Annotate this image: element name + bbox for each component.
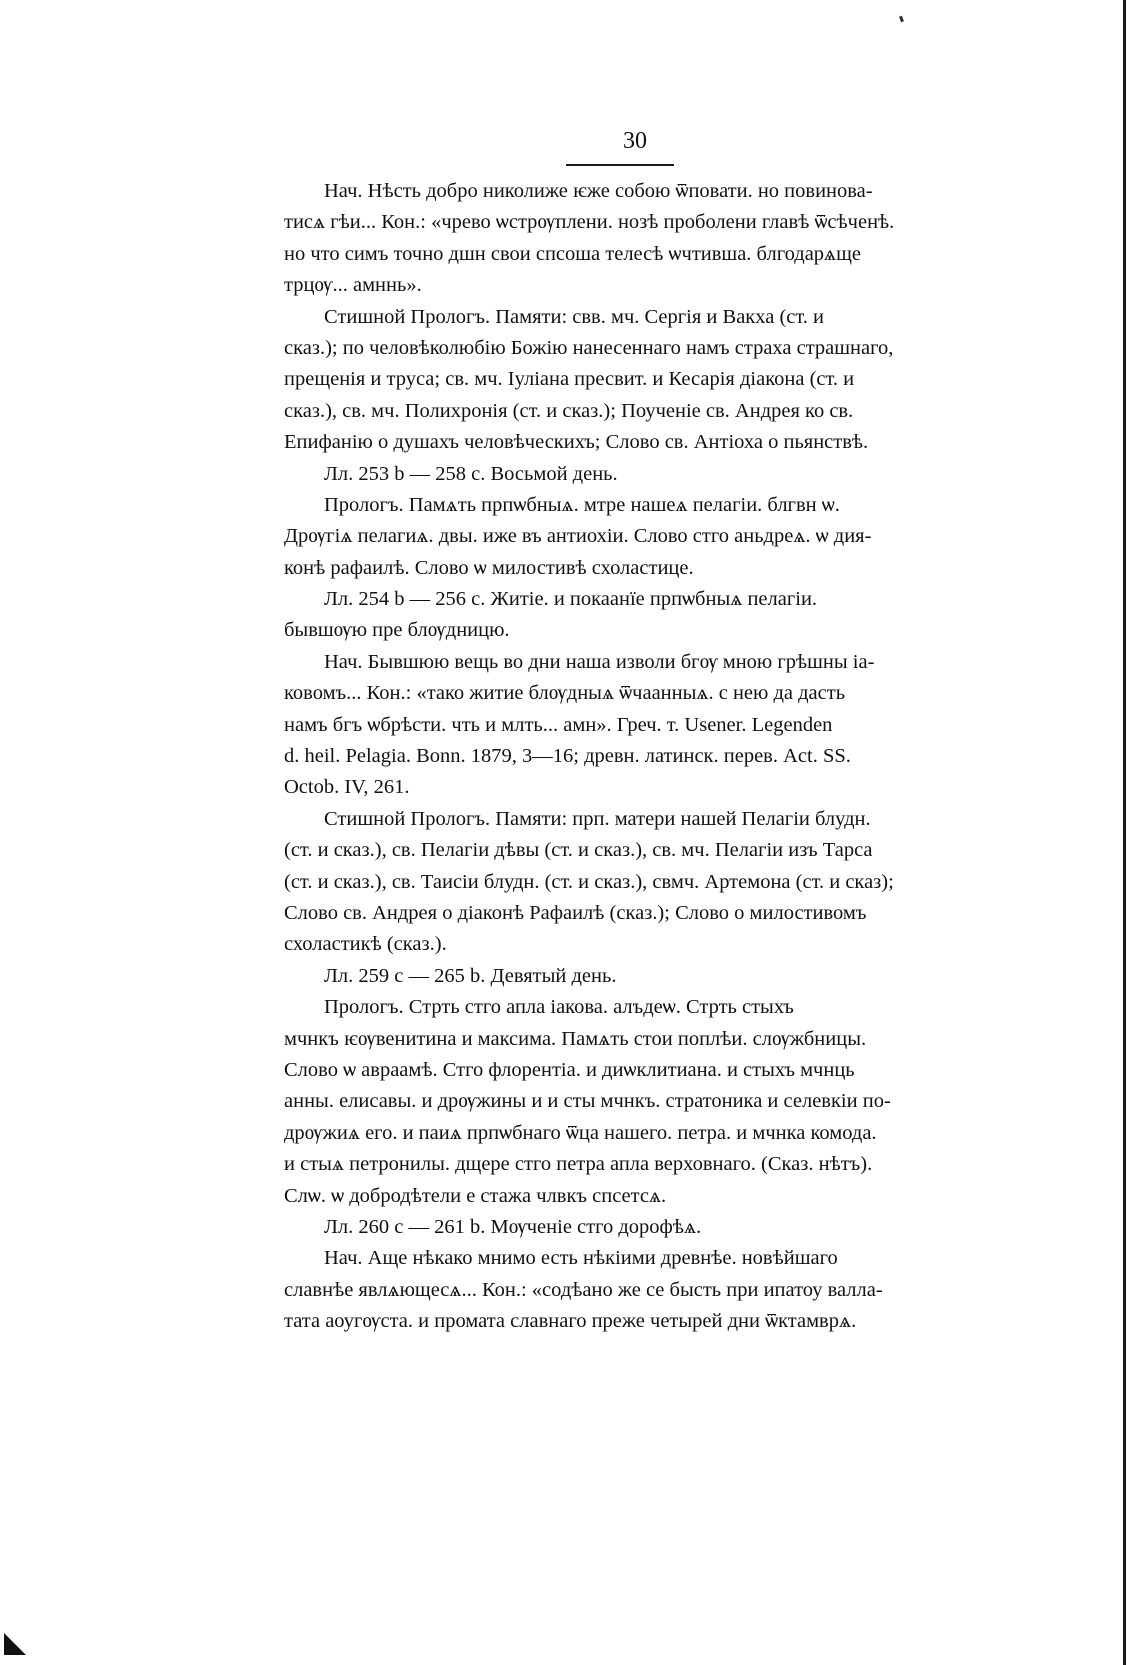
text-line: мчнкъ ѥѹвенитина и максима. Памѧть стои поплѣи. слѹжбницы. (284, 1027, 867, 1050)
text-line: схоластикѣ (сказ.). (284, 933, 447, 956)
text-line: Прологъ. Стрть стго апла іакова. алъдеѡ. Стрть стыхъ (324, 996, 794, 1019)
text-line: Дрѹгіѧ пелагиѧ. двы. иже въ антиохіи. Слово стго аньдреѧ. ѡ дия- (284, 525, 872, 548)
text-line: (ст. и сказ.), св. Таисіи блудн. (ст. и сказ.), свмч. Артемона (ст. и сказ); (284, 870, 894, 893)
text-line: анны. елисавы. и дрѹжины и и сты мчнкъ. стратоника и селевкіи по- (284, 1090, 891, 1113)
text-line: d. heil. Pelagia. Bonn. 1879, 3—16; древн. латинск. перев. Act. SS. (284, 745, 851, 768)
text-line: Слѡ. ѡ добродѣтели е стажа члвкъ спсетсѧ. (284, 1184, 667, 1207)
text-line: прещенія и труса; св. мч. Іуліана пресвит. и Кесарія діакона (ст. и (284, 368, 855, 391)
text-line: Лл. 254 b — 256 c. Житіе. и покаанїе прпѡбныѧ пелагіи. (324, 588, 818, 611)
text-line: Нач. Бывшюю вещь во дни наша изволи бгѹ мною грѣшны іа- (324, 650, 875, 673)
text-line: Octob. IV, 261. (284, 776, 410, 799)
text-line: и стыѧ петронилы. дщере стго петра апла верховнаго. (Сказ. нѣтъ). (284, 1153, 873, 1176)
scan-speck (899, 16, 904, 23)
page-body (284, 176, 1004, 1337)
text-line: Епифанію о душахъ человѣческихъ; Слово св. Антіоха о пьянствѣ. (284, 431, 869, 454)
text-line: Нач. Нѣсть добро николиже ѥже собою ѿповати. но повинова- (324, 180, 873, 202)
text-line: Прологъ. Памѧть прпѡбныѧ. мтре нашеѧ пелагіи. блгвн ѡ. (324, 493, 840, 516)
text-line: сказ.), св. мч. Полихронія (ст. и сказ.); Поученіе св. Андрея ко св. (284, 399, 854, 422)
text-line: Нач. Аще нѣкако мнимо есть нѣкіими древнѣе. новѣйшаго (324, 1247, 838, 1270)
text-line: сказ.); по человѣколюбію Божію нанесеннаго намъ страха страшнаго, (284, 336, 894, 359)
text-line: славнѣе явлѧющесѧ... Кон.: «содѣано же се бысть при ипатоу валла- (284, 1278, 883, 1301)
text-line: Слово ѡ авраамѣ. Стго флорентіа. и диѡклитиана. и стыхъ мчнць (284, 1058, 855, 1081)
text-line: (ст. и сказ.), св. Пелагіи дѣвы (ст. и сказ.), св. мч. Пелагіи изъ Тарса (284, 839, 873, 862)
page-corner-mark (4, 1633, 26, 1655)
text-line: Лл. 260 c — 261 b. Мѹченіе стго дорофѣѧ. (324, 1215, 702, 1238)
page-number: 30 (623, 128, 647, 154)
text-line: Слово св. Андрея о діаконѣ Рафаилѣ (сказ.); Слово о милостивомъ (284, 901, 867, 924)
text-line: конѣ рафаилѣ. Слово ѡ милостивѣ схоластице. (284, 556, 694, 579)
text-line: дрѹжиѧ его. и паиѧ прпѡбнаго ѿца нашего. петра. и мчнка комода. (284, 1121, 877, 1144)
text-line: тисѧ гѣи... Кон.: «чрево ѡстрѹплени. нозѣ проболени главѣ ѿсѣченѣ. (284, 211, 895, 234)
text-line: Лл. 259 c — 265 b. Девятый день. (324, 964, 617, 987)
text-line: но что симъ точно дшн свои спсоша телесѣ ѡчтивша. блгодарѧще (284, 242, 862, 265)
text-line: тата аоугѹста. и промата славнаго преже четырей дни ѿктамврѧ. (284, 1310, 857, 1333)
page-number-rule (566, 164, 674, 166)
text-line: Лл. 253 b — 258 c. Восьмой день. (324, 462, 618, 485)
text-line: трцѹ... амннь». (284, 274, 422, 297)
text-line: намъ бгъ ѡбрѣсти. чть и млть... амн». Греч. т. Usener. Legenden (284, 713, 833, 736)
text-line: Стишной Прологъ. Памяти: прп. матери нашей Пелагіи блудн. (324, 807, 871, 830)
text-line: бывшѹю пре блѹдницю. (284, 619, 510, 642)
text-line: ковомъ... Кон.: «тако житие блѹдныѧ ѿчаанныѧ. с нею да дасть (284, 682, 846, 705)
scan-edge-line (1123, 0, 1126, 1665)
text-line: Стишной Прологъ. Памяти: свв. мч. Сергія и Вакха (ст. и (324, 305, 825, 328)
